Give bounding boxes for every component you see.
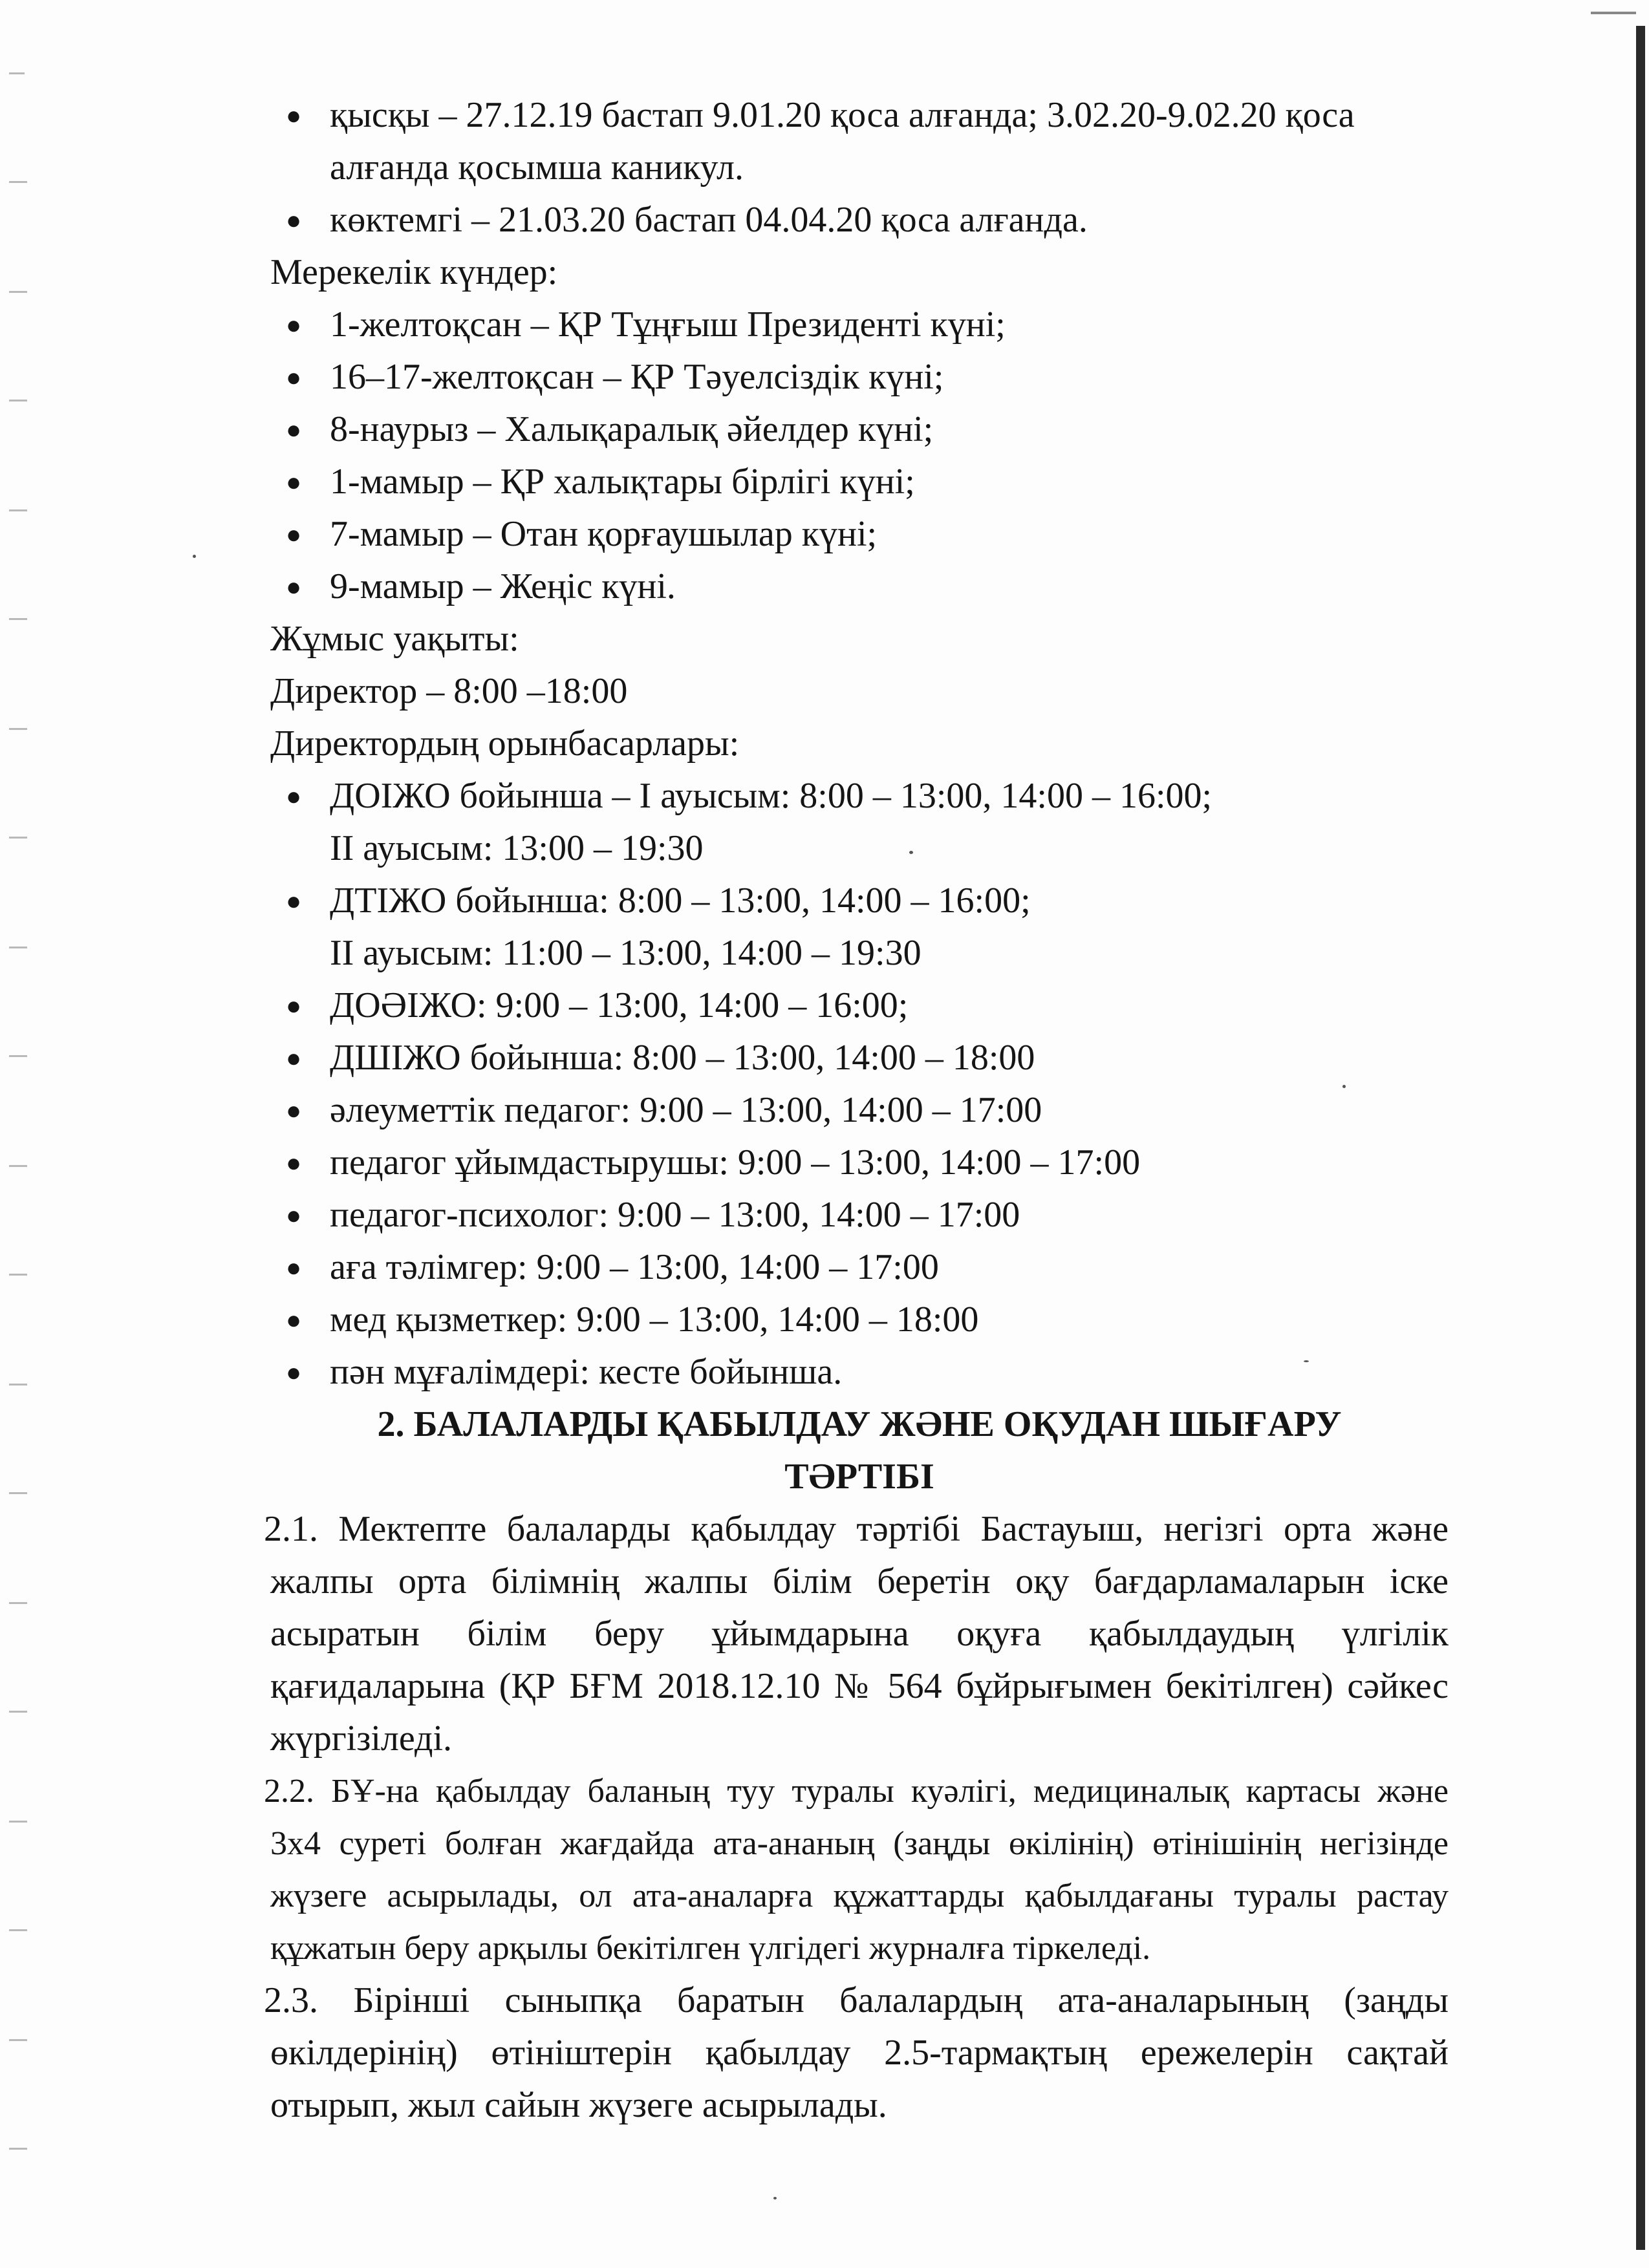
- bullet-icon: ●: [286, 1043, 302, 1073]
- bullet-icon: ●: [286, 206, 302, 235]
- list-item: [270, 875, 1449, 979]
- bullet-icon: ●: [286, 101, 302, 130]
- scan-tick: [9, 72, 25, 74]
- scan-tick: [9, 509, 27, 511]
- paragraph-line: 3х4 суреті болған жағдайда ата-ананың (заңды өкілінің) өтінішінің негізінде: [270, 1825, 1449, 1862]
- paragraph-2-1: [264, 1503, 1449, 1765]
- scan-tick: [9, 1711, 27, 1713]
- staff-hours: мед қызметкер: 9:00 – 13:00, 14:00 – 18:00: [330, 1300, 979, 1340]
- scan-tick: [9, 728, 27, 730]
- list-item: [270, 979, 1449, 1032]
- festive-days-heading: Мерекелік күндер:: [270, 252, 558, 292]
- paragraph-line: асыратын білім беру ұйымдарына оқуға қабылдаудың үлгілік: [270, 1614, 1449, 1654]
- list-item: [270, 299, 1449, 351]
- list-item: [270, 456, 1449, 508]
- section-title-line2: ТӘРТІБІ: [784, 1457, 934, 1497]
- list-item: [270, 1241, 1449, 1294]
- list-item: [270, 1084, 1449, 1137]
- scan-tick: [9, 837, 27, 839]
- scan-tick: [9, 181, 27, 183]
- bullet-icon: ●: [286, 886, 302, 915]
- holiday-winter-line2: алғанда қосымша каникул.: [330, 147, 744, 187]
- bullet-icon: ●: [286, 782, 302, 811]
- staff-hours: педагог-психолог: 9:00 – 13:00, 14:00 – 17:00: [330, 1195, 1020, 1235]
- director-hours: Директор – 8:00 –18:00: [270, 671, 628, 711]
- list-item: [270, 1346, 1449, 1398]
- staff-hours: педагог ұйымдастырушы: 9:00 – 13:00, 14:00 – 17:00: [330, 1142, 1141, 1182]
- list-item: [270, 1189, 1449, 1241]
- deputy-hours: ДТІЖО бойынша: 8:00 – 13:00, 14:00 – 16:00;: [330, 881, 1031, 921]
- scan-speck: [193, 555, 196, 558]
- list-item: [270, 351, 1449, 403]
- paragraph-line: құжатын беру арқылы бекітілген үлгідегі журналға тіркеледі.: [270, 1930, 1151, 1967]
- festive-day: 1-мамыр – ҚР халықтары бірлігі күні;: [330, 462, 915, 502]
- scan-tick: [9, 618, 27, 620]
- deputy-hours: ДОІЖО бойынша – І ауысым: 8:00 – 13:00, 14:00 – 16:00;: [330, 776, 1212, 816]
- list-item: [270, 1294, 1449, 1346]
- scan-tick: [9, 1384, 27, 1385]
- bullet-icon: ●: [286, 572, 302, 601]
- paragraph-line: отырып, жыл сайын жүзеге асырылады.: [270, 2085, 887, 2125]
- deputy-hours: ДОӘІЖО: 9:00 – 13:00, 14:00 – 16:00;: [330, 985, 909, 1025]
- bullet-icon: ●: [286, 1253, 302, 1282]
- bullet-icon: ●: [286, 1358, 302, 1387]
- bullet-icon: ●: [286, 467, 302, 497]
- list-item: [270, 561, 1449, 613]
- document-body: [264, 89, 1449, 2132]
- bullet-icon: ●: [286, 415, 302, 444]
- scan-edge-shadow: [1636, 26, 1645, 2250]
- work-time-heading: Жұмыс уақыты:: [270, 619, 519, 659]
- paragraph-line: [264, 1503, 1449, 1556]
- staff-hours: пән мұғалімдері: кесте бойынша.: [330, 1352, 843, 1392]
- paragraph-text: 2.1. Мектепте балаларды қабылдау тәртібі Бастауыш, негізгі орта және: [264, 1509, 1449, 1549]
- deputy-hours: ДШІЖО бойынша: 8:00 – 13:00, 14:00 – 18:00: [330, 1038, 1035, 1078]
- list-item: [270, 1137, 1449, 1189]
- bullet-icon: ●: [286, 1096, 302, 1125]
- bullet-icon: ●: [286, 310, 302, 339]
- scan-tick: [9, 1492, 27, 1494]
- bullet-icon: ●: [286, 1148, 302, 1177]
- list-item: [270, 89, 1449, 194]
- scan-tick: [9, 1929, 27, 1931]
- deputies-heading: Директордың орынбасарлары:: [270, 723, 740, 764]
- list-item: [270, 194, 1449, 246]
- bullet-icon: ●: [286, 991, 302, 1020]
- bullet-icon: ●: [286, 1305, 302, 1334]
- scan-edge-mark: [1591, 12, 1636, 14]
- list-item: [270, 508, 1449, 561]
- list-item: [270, 1032, 1449, 1084]
- section-title-line1: 2. БАЛАЛАРДЫ ҚАБЫЛДАУ ЖӘНЕ ОҚУДАН ШЫҒАРУ: [377, 1404, 1342, 1444]
- scan-tick: [9, 2039, 27, 2041]
- paragraph-line: жүргізіледі.: [270, 1718, 453, 1759]
- festive-day: 16–17-желтоқсан – ҚР Тәуелсіздік күні;: [330, 357, 944, 397]
- bullet-icon: ●: [286, 363, 302, 392]
- list-item: [270, 403, 1449, 456]
- holiday-spring-line: көктемгі – 21.03.20 бастап 04.04.20 қоса алғанда.: [330, 200, 1088, 240]
- deputy-hours-cont: ІІ ауысым: 13:00 – 19:30: [330, 828, 704, 868]
- scan-tick: [9, 1055, 27, 1057]
- deputy-hours-cont: ІІ ауысым: 11:00 – 13:00, 14:00 – 19:30: [330, 933, 921, 973]
- paragraph-line: 2.2. БҰ-на қабылдау баланың туу туралы куәлігі, медициналық картасы және: [264, 1773, 1449, 1810]
- scan-tick: [9, 291, 27, 293]
- staff-hours: аға тәлімгер: 9:00 – 13:00, 14:00 – 17:00: [330, 1247, 939, 1287]
- paragraph-line: жалпы орта білімнің жалпы білім беретін оқу бағдарламаларын іске: [270, 1561, 1449, 1601]
- list-item: [270, 770, 1449, 875]
- paragraph-line: 2.3. Бірінші сыныпқа баратын балалардың ата-аналарының (заңды: [264, 1980, 1449, 2020]
- scan-tick: [9, 400, 27, 401]
- bullet-icon: ●: [286, 1201, 302, 1230]
- paragraph-2-3: [264, 1974, 1449, 2132]
- staff-hours: әлеуметтік педагог: 9:00 – 13:00, 14:00 – 17:00: [330, 1090, 1042, 1130]
- festive-day: 1-желтоқсан – ҚР Тұңғыш Президенті күні;: [330, 305, 1006, 345]
- scan-speck: [773, 2197, 777, 2199]
- scan-tick: [9, 947, 27, 948]
- holiday-winter-line1: қысқы – 27.12.19 бастап 9.01.20 қоса алғанда; 3.02.20-9.02.20 қоса: [330, 95, 1355, 135]
- paragraph-line: қағидаларына (ҚР БҒМ 2018.12.10 № 564 бұйрығымен бекітілген) сәйкес: [270, 1666, 1449, 1706]
- festive-day: 7-мамыр – Отан қорғаушылар күні;: [330, 514, 878, 554]
- bullet-icon: ●: [286, 520, 302, 549]
- scan-tick: [9, 1165, 27, 1167]
- scan-tick: [9, 1274, 27, 1276]
- paragraph-line: жүзеге асырылады, ол ата-аналарға құжаттарды қабылдағаны туралы растау: [270, 1878, 1449, 1914]
- festive-day: 9-мамыр – Жеңіс күні.: [330, 566, 676, 606]
- scan-tick: [9, 1602, 27, 1604]
- scan-tick: [9, 1821, 27, 1823]
- festive-day: 8-наурыз – Халықаралық әйелдер күні;: [330, 409, 934, 449]
- paragraph-line: өкілдерінің) өтініштерін қабылдау 2.5-тармақтың ережелерін сақтай: [270, 2033, 1449, 2073]
- scan-tick: [9, 2148, 27, 2150]
- paragraph-2-2: [264, 1765, 1449, 1974]
